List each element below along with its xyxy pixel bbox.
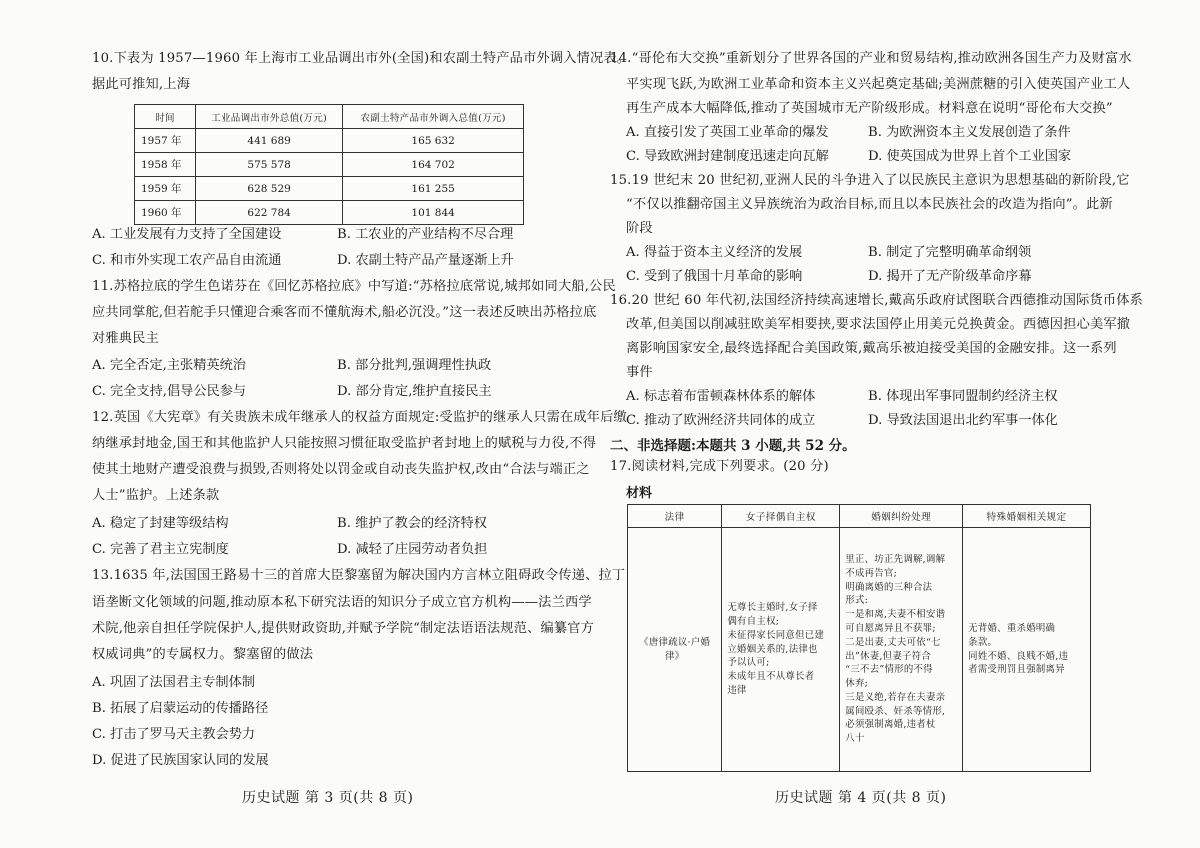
table-cell: 1958 年 bbox=[135, 153, 196, 177]
q16-line: 改革,但美国以削减驻欧美军相要挟,要求法国停止用美元兑换黄金。西德因担心美军撤 bbox=[626, 317, 1131, 332]
q10-option-a: A. 工业发展有力支持了全国建设 bbox=[92, 227, 282, 242]
table-header-cell: 婚姻纠纷处理 bbox=[840, 505, 963, 528]
cell-line: “三不去”情形的不得 bbox=[845, 664, 933, 676]
q15-line: 阶段 bbox=[626, 221, 653, 236]
table-cell-choice bbox=[722, 528, 840, 772]
cell-line: 明确离婚的三种合法 bbox=[845, 581, 933, 593]
q15-option-c: C. 受到了俄国十月革命的影响 bbox=[626, 269, 803, 284]
table-cell-dispute bbox=[840, 528, 963, 772]
q11-line: 11.苏格拉底的学生色诺芬在《回忆苏格拉底》中写道:“苏格拉底常说,城邦如同大船,公民 bbox=[92, 279, 616, 294]
q13-option-a: A. 巩固了法国君主专制体制 bbox=[92, 675, 255, 690]
q13-option-c: C. 打击了罗马天主教会势力 bbox=[92, 727, 256, 742]
cell-line: 休弃; bbox=[845, 678, 869, 690]
q16-option-b: B. 体现出军事同盟制约经济主权 bbox=[868, 389, 1058, 404]
q15-option-d: D. 揭开了无产阶级革命序幕 bbox=[868, 269, 1032, 284]
q15-option-a: A. 得益于资本主义经济的发展 bbox=[626, 245, 803, 260]
cell-line: 无背婚、重杀婚明确 bbox=[968, 622, 1056, 634]
table-header-cell: 农副土特产品市外调入总值(万元) bbox=[343, 105, 524, 129]
q10-option-c: C. 和市外实现工农产品自由流通 bbox=[92, 253, 282, 268]
table-cell-special bbox=[963, 528, 1091, 772]
q13-line: 术院,他亲自担任学院保护人,提供财政资助,并赋予学院“制定法语语法规范、编纂官方 bbox=[92, 621, 595, 636]
table-header-cell: 特殊婚姻相关规定 bbox=[963, 505, 1091, 528]
q12-line: 纳继承封地金,国王和其他监护人只能按照习惯征取受监护者封地上的赋税与力役,不得 bbox=[92, 436, 597, 451]
q12-option-b: B. 维护了教会的经济特权 bbox=[337, 516, 487, 531]
cell-line: 三是义绝,若存在夫妻亲 bbox=[845, 691, 946, 703]
cell-line: 未征得家长同意但已建 bbox=[727, 629, 825, 641]
table-row bbox=[628, 528, 1091, 772]
table-header-row bbox=[628, 505, 1091, 528]
cell-line: 形式: bbox=[845, 595, 869, 607]
cell-line: 同姓不婚、良贱不婚,违 bbox=[968, 650, 1069, 662]
q17-material-table bbox=[627, 504, 1091, 772]
table-header-cell: 法律 bbox=[628, 505, 722, 528]
q12-line: 人士”监护。上述条款 bbox=[92, 488, 220, 503]
q13-line: 语垄断文化领域的问题,推动原本私下研究法语的知识分子成立官方机构——法兰西学 bbox=[92, 595, 592, 610]
q12-line: 12.英国《大宪章》有关贵族未成年继承人的权益方面规定:受监护的继承人只需在成年后缴 bbox=[92, 410, 627, 425]
table-cell: 575 578 bbox=[196, 153, 343, 177]
q13-option-d: D. 促进了民族国家认同的发展 bbox=[92, 753, 269, 768]
material-label: 材料 bbox=[626, 486, 653, 501]
q14-line: 14.“哥伦布大交换”重新划分了世界各国的产业和贸易结构,推动欧洲各国生产力及财富水 bbox=[610, 51, 1132, 66]
q13-line: 13.1635 年,法国国王路易十三的首席大臣黎塞留为解决国内方言林立阻碍政令传递、拉丁 bbox=[92, 568, 626, 583]
cell-line: 出”休妻,但妻子符合 bbox=[845, 650, 932, 662]
table-cell: 165 632 bbox=[343, 129, 524, 153]
cell-line: 二是出妻,丈夫可依“七 bbox=[845, 636, 941, 648]
cell-line: 无尊长主婚时,女子择 bbox=[727, 602, 818, 614]
cell-line: 予以认可; bbox=[727, 657, 770, 669]
table-cell: 441 689 bbox=[196, 129, 343, 153]
cell-line: 不成再告官; bbox=[845, 567, 898, 579]
cell-line: 必须强制离婚,违者杖 bbox=[845, 719, 936, 731]
q10-option-d: D. 农副土特产品产量逐渐上升 bbox=[337, 253, 514, 268]
q11-line: 对雅典民主 bbox=[92, 331, 159, 346]
q11-option-b: B. 部分批判,强调理性执政 bbox=[337, 358, 492, 373]
q10-table bbox=[134, 104, 524, 225]
q15-line: 15.19 世纪末 20 世纪初,亚洲人民的斗争进入了以民族民主意识为思想基础的新阶段,它 bbox=[610, 173, 1130, 188]
table-cell: 164 702 bbox=[343, 153, 524, 177]
q16-line: 事件 bbox=[626, 365, 653, 380]
q16-line: 离影响国家安全,最终选择配合美国政策,戴高乐被迫接受美国的金融安排。这一系列 bbox=[626, 341, 1117, 356]
q14-option-b: B. 为欧洲资本主义发展创造了条件 bbox=[868, 125, 1071, 140]
q12-line: 使其土地财产遭受浪费与损毁,否则将处以罚金或自动丧失监护权,改由“合法与端正之 bbox=[92, 462, 590, 477]
table-cell-law: 《唐律疏议·户婚律》 bbox=[628, 528, 722, 772]
cell-line: 可自愿离异且不获罪; bbox=[845, 622, 936, 634]
table-header-cell: 女子择偶自主权 bbox=[722, 505, 840, 528]
q17-line: 17.阅读材料,完成下列要求。(20 分) bbox=[610, 459, 829, 474]
q12-option-a: A. 稳定了封建等级结构 bbox=[92, 516, 229, 531]
cell-line: 八十 bbox=[845, 733, 865, 745]
q15-option-b: B. 制定了完整明确革命纲领 bbox=[868, 245, 1032, 260]
table-cell: 622 784 bbox=[196, 201, 343, 225]
cell-line: 立婚姻关系的,法律也 bbox=[727, 643, 818, 655]
table-header-cell: 工业品调出市外总值(万元) bbox=[196, 105, 343, 129]
table-row bbox=[135, 201, 524, 225]
q16-option-a: A. 标志着布雷顿森林体系的解体 bbox=[626, 389, 816, 404]
q10-line: 据此可推知,上海 bbox=[92, 77, 191, 92]
q16-option-c: C. 推动了欧洲经济共同体的成立 bbox=[626, 413, 816, 428]
q16-option-d: D. 导致法国退出北约军事一体化 bbox=[868, 413, 1058, 428]
q12-option-d: D. 减轻了庄园劳动者负担 bbox=[337, 542, 488, 557]
cell-line: 偶有自主权; bbox=[727, 616, 780, 627]
q10-line: 10.下表为 1957—1960 年上海市工业品调出市外(全国)和农副土特产品市外调入情况表。 bbox=[92, 51, 631, 66]
q11-line: 应共同掌舵,但若舵手只懂迎合乘客而不懂航海术,船必沉没。”这一表述反映出苏格拉底 bbox=[92, 305, 597, 320]
table-row bbox=[135, 153, 524, 177]
q10-option-b: B. 工农业的产业结构不尽合理 bbox=[337, 227, 514, 242]
cell-line: 者需受刑罚且强制离异 bbox=[968, 664, 1065, 676]
q15-line: “不仅以推翻帝国主义异族统治为政治目标,而且以本民族社会的改造为指向”。此新 bbox=[626, 197, 1113, 212]
table-cell: 1959 年 bbox=[135, 177, 196, 201]
page-footer: 历史试题 第 4 页(共 8 页) bbox=[775, 790, 947, 806]
q14-line: 平实现飞跃,为欧洲工业革命和资本主义兴起奠定基础;美洲蔗糖的引入使英国产业工人 bbox=[626, 77, 1131, 92]
table-cell: 161 255 bbox=[343, 177, 524, 201]
q13-line: 权威词典”的专属权力。黎塞留的做法 bbox=[92, 647, 314, 662]
table-cell: 628 529 bbox=[196, 177, 343, 201]
page-footer: 历史试题 第 3 页(共 8 页) bbox=[242, 790, 414, 806]
table-row bbox=[135, 129, 524, 153]
q14-option-d: D. 使英国成为世界上首个工业国家 bbox=[868, 149, 1072, 164]
table-row bbox=[135, 177, 524, 201]
cell-line: 违律 bbox=[727, 684, 747, 696]
cell-line: 未成年且不从尊长者 bbox=[727, 671, 815, 683]
q16-line: 16.20 世纪 60 年代初,法国经济持续高速增长,戴高乐政府试图联合西德推动国际货币体系 bbox=[610, 293, 1144, 308]
table-cell: 1960 年 bbox=[135, 201, 196, 225]
table-cell: 1957 年 bbox=[135, 129, 196, 153]
q11-option-d: D. 部分肯定,维护直接民主 bbox=[337, 384, 492, 399]
cell-line: 条款。 bbox=[968, 636, 998, 648]
cell-line: 属间殴杀、奸杀等情形, bbox=[845, 705, 946, 717]
q14-line: 再生产成本大幅降低,推动了英国城市无产阶级形成。材料意在说明“哥伦布大交换” bbox=[626, 101, 1113, 116]
q12-option-c: C. 完善了君主立宪制度 bbox=[92, 542, 229, 557]
q14-option-a: A. 直接引发了英国工业革命的爆发 bbox=[626, 125, 829, 140]
section-heading: 二、非选择题:本题共 3 小题,共 52 分。 bbox=[610, 438, 856, 454]
cell-line: 里正、坊正先调解,调解 bbox=[845, 553, 946, 565]
q14-option-c: C. 导致欧洲封建制度迅速走向瓦解 bbox=[626, 149, 829, 164]
table-cell: 101 844 bbox=[343, 201, 524, 225]
table-header-row bbox=[135, 105, 524, 129]
q11-option-a: A. 完全否定,主张精英统治 bbox=[92, 358, 246, 373]
cell-line: 一是和离,夫妻不相安谐 bbox=[845, 609, 946, 621]
table-header-cell: 时间 bbox=[135, 105, 196, 129]
q13-option-b: B. 拓展了启蒙运动的传播路径 bbox=[92, 701, 269, 716]
q11-option-c: C. 完全支持,倡导公民参与 bbox=[92, 384, 247, 399]
